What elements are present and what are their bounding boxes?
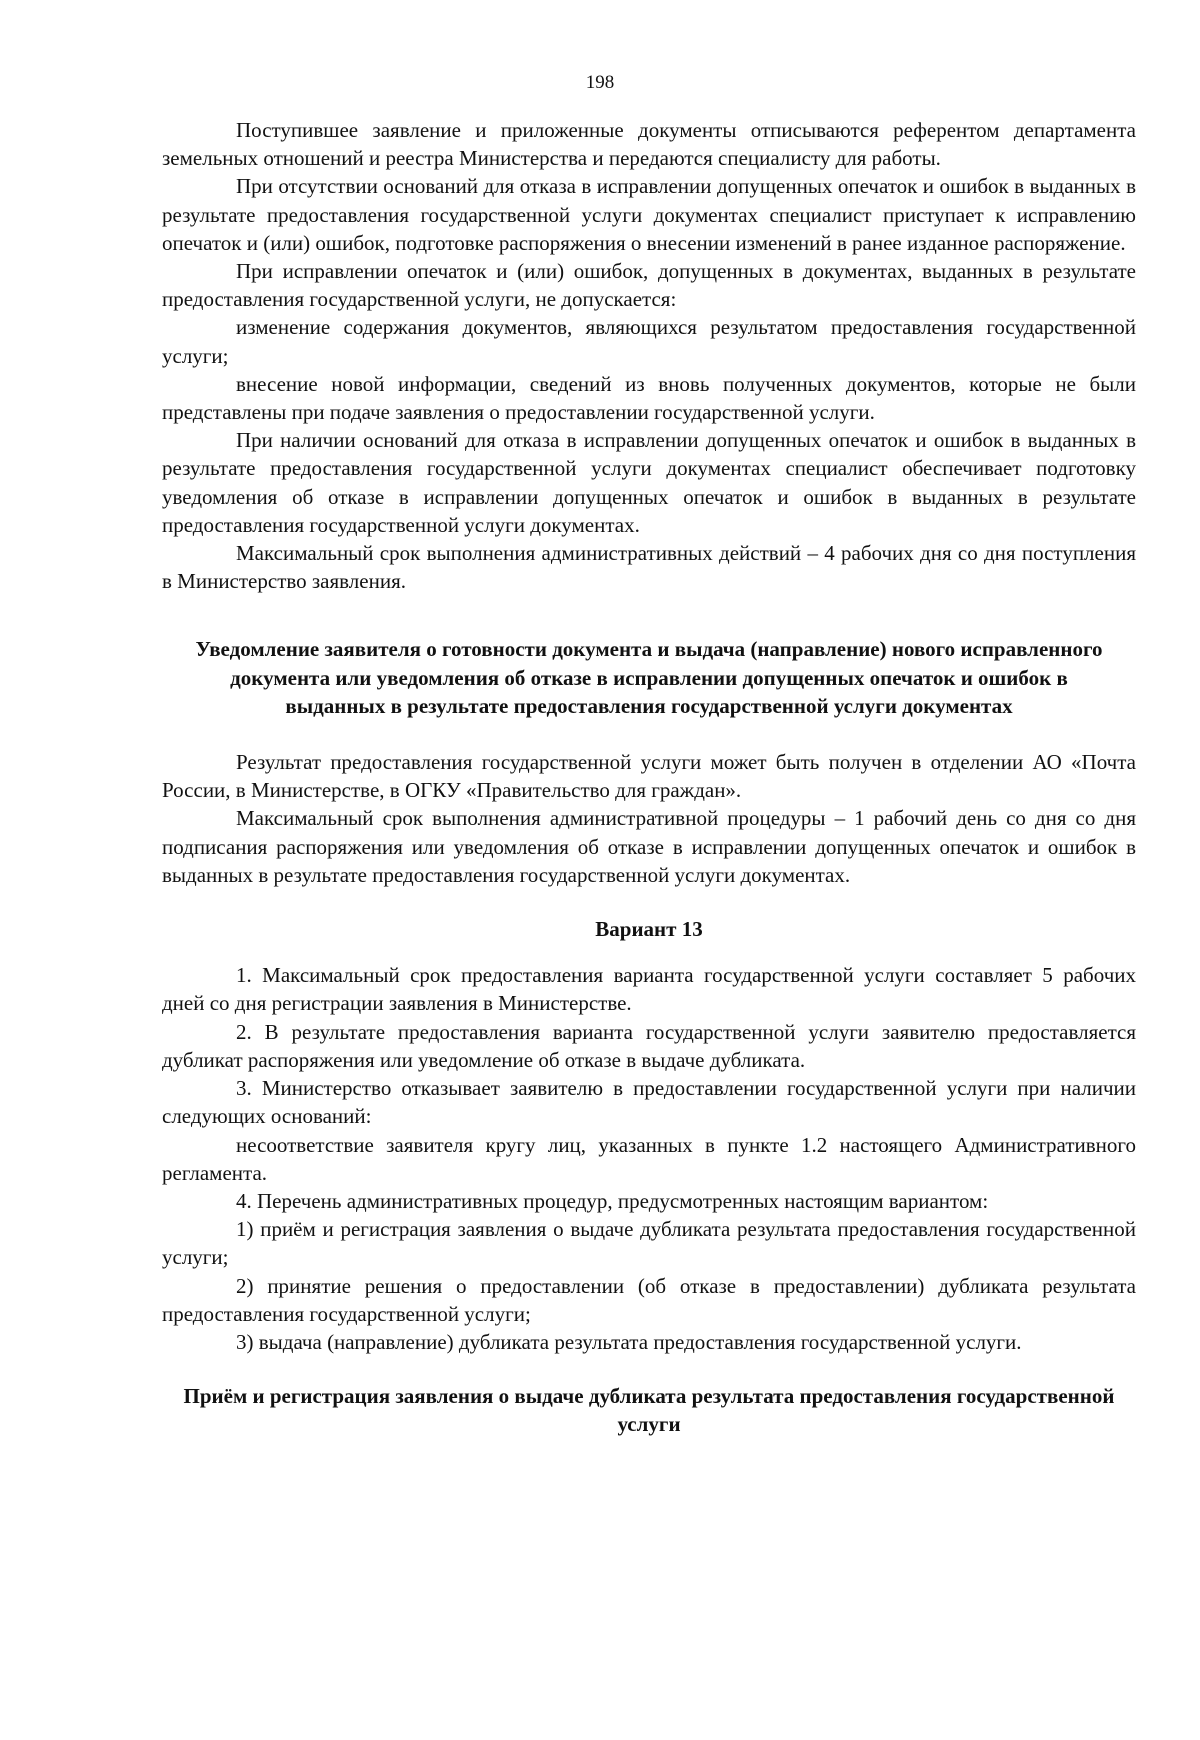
document-body	[162, 116, 1136, 1439]
paragraph: 3. Министерство отказывает заявителю в предоставлении государственной услуги при наличии следующих оснований:	[162, 1076, 1136, 1129]
paragraph: При отсутствии оснований для отказа в исправлении допущенных опечаток и ошибок в выданных в результате предоставления государственной услуги документах специалист приступает к исправлению опечаток и (или) ошибок, подготовке распоряжения о внесении изменений в ранее изданное распоряжение.	[162, 174, 1136, 255]
paragraph: несоответствие заявителя кругу лиц, указанных в пункте 1.2 настоящего Административного регламента.	[162, 1132, 1136, 1185]
paragraph: изменение содержания документов, являющихся результатом предоставления государственной услуги;	[162, 315, 1136, 368]
paragraph: 4. Перечень административных процедур, предусмотренных настоящим вариантом:	[236, 1188, 989, 1213]
section-heading: Уведомление заявителя о готовности документа и выдача (направление) нового исправленного документа или уведомления об отказе в исправлении допущенных опечаток и ошибок в выданных в результате предоставления государственной услуги документах	[195, 637, 1103, 718]
paragraph: При исправлении опечаток и (или) ошибок, допущенных в документах, выданных в результате предоставления государственной услуги, не допускается:	[162, 259, 1136, 312]
page-number: 198	[585, 72, 615, 93]
section-heading: Приём и регистрация заявления о выдаче дубликата результата предоставления государственной услуги	[183, 1384, 1115, 1437]
variant-heading: Вариант 13	[595, 917, 703, 942]
paragraph: Результат предоставления государственной услуги может быть получен в отделении АО «Почта России, в Министерстве, в ОГКУ «Правительство для граждан».	[162, 750, 1136, 803]
paragraph: 3) выдача (направление) дубликата результата предоставления государственной услуги.	[236, 1329, 1022, 1354]
paragraph: Поступившее заявление и приложенные документы отписываются референтом департамента земельных отношений и реестра Министерства и передаются специалисту для работы.	[162, 118, 1136, 171]
paragraph: 1) приём и регистрация заявления о выдаче дубликата результата предоставления государственной услуги;	[162, 1217, 1136, 1270]
paragraph: 2. В результате предоставления варианта государственной услуги заявителю предоставляется дубликат распоряжения или уведомление об отказе в выдаче дубликата.	[162, 1019, 1136, 1072]
paragraph: 1. Максимальный срок предоставления варианта государственной услуги составляет 5 рабочих дней со дня регистрации заявления в Министерстве.	[162, 963, 1136, 1016]
paragraph: При наличии оснований для отказа в исправлении допущенных опечаток и ошибок в выданных в результате предоставления государственной услуги документах специалист обеспечивает подготовку уведомления об отказе в исправлении допущенных опечаток и ошибок в выданных в результате предоставления государственной услуги документах.	[162, 428, 1136, 537]
paragraph: Максимальный срок выполнения административных действий – 4 рабочих дня со дня поступления в Министерство заявления.	[162, 541, 1136, 594]
paragraph: 2) принятие решения о предоставлении (об отказе в предоставлении) дубликата результата предоставления государственной услуги;	[162, 1273, 1136, 1326]
paragraph: Максимальный срок выполнения административной процедуры – 1 рабочий день со дня со дня подписания распоряжения или уведомления об отказе в исправлении допущенных опечаток и ошибок в выданных в результате предоставления государственной услуги документах.	[162, 806, 1136, 887]
paragraph: внесение новой информации, сведений из вновь полученных документов, которые не были представлены при подаче заявления о предоставлении государственной услуги.	[162, 371, 1136, 425]
